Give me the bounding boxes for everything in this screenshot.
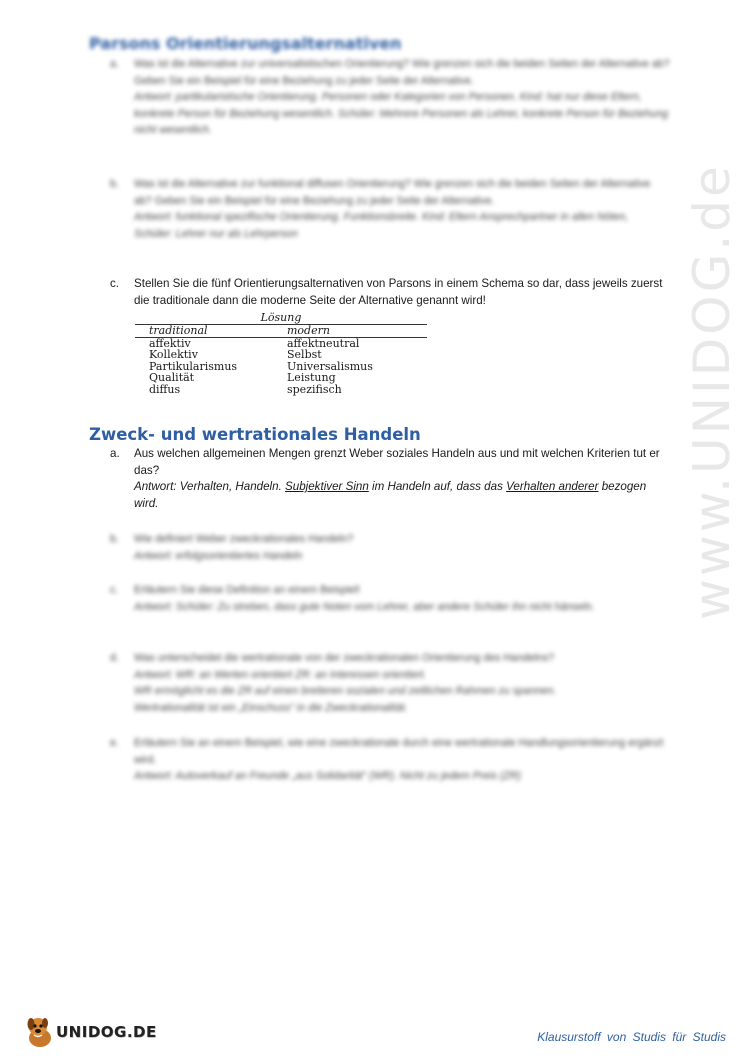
unidog-logo[interactable] — [22, 1014, 157, 1050]
list-marker: e. — [110, 737, 119, 749]
list-marker: b. — [110, 533, 119, 545]
question-text: Was unterscheidet die wertrationale von der zweckrationalen Orientierung des Handelns? — [134, 652, 555, 664]
table-row — [135, 372, 427, 383]
question-weber-b — [110, 531, 670, 564]
watermark: www.UNIDOG.de — [683, 163, 741, 620]
question-text: Erläutern Sie an einem Beispiel, wie eine zweckrationale durch eine wertrationale Handlungsorientierung ergänzt wird. — [134, 737, 664, 766]
answer-text: Antwort: erfolgsorientiertes Handeln — [134, 549, 303, 562]
table-cell: Selbst — [287, 348, 322, 362]
question-parsons-a — [110, 56, 670, 139]
table-cell: Partikularismus — [149, 359, 238, 373]
answer-part: im Handeln auf, dass das — [368, 480, 507, 494]
header-traditional: traditional — [149, 324, 208, 337]
table-title: Lösung — [260, 311, 302, 324]
table-cell: spezifisch — [287, 382, 342, 396]
question-text: Erläutern Sie diese Definition an einem Beispiel! — [134, 584, 361, 596]
question-weber-c — [110, 582, 670, 615]
list-marker: b. — [110, 178, 119, 190]
table-header — [135, 324, 427, 338]
solution-table — [135, 312, 427, 395]
question-weber-a — [110, 446, 670, 512]
answer-text — [134, 479, 670, 512]
table-cell: diffus — [149, 382, 181, 396]
table-cell: Kollektiv — [149, 348, 198, 362]
answer-text: Antwort: funktional spezifische Orientierung. Funktionsbreite. Kind: Eltern Ansprechpartner in allen Nöten, Schüler: Lehrer nur als Lehrperson — [134, 211, 629, 240]
list-marker: c. — [110, 277, 120, 290]
list-marker: a. — [110, 58, 119, 70]
list-marker: a. — [110, 447, 120, 460]
answer-text: WR ermöglicht es die ZR auf einen breiteren sozialen und zeitlichen Rahmen zu spannen. — [134, 685, 557, 698]
answer-text: Antwort: partikularistische Orientierung. Personen oder Kategorien von Personen. Kind: hat nur diese Eltern, konkrete Person für Beziehung wesentlich. Schüler: Mehrere Personen als Lehrer, konkrete Person für Beziehung nicht wesentlich. — [134, 91, 669, 137]
question-parsons-c — [110, 276, 670, 309]
footer-tagline: Klausurstoff von Studis für Studis — [537, 1030, 726, 1044]
question-text: Wie definiert Weber zweckrationales Handeln? — [134, 533, 354, 545]
answer-underlined: Subjektiver Sinn — [285, 480, 369, 494]
list-marker: d. — [110, 652, 119, 664]
question-text: Stellen Sie die fünf Orientierungsalternativen von Parsons in einem Schema so dar, dass jeweils zuerst die traditionale dann die moderne Seite der Alternative genannt wird! — [134, 277, 663, 307]
table-cell: Qualität — [149, 371, 195, 385]
dog-mascot-icon — [22, 1014, 58, 1050]
section-title-parsons: Parsons Orientierungsalternativen — [89, 34, 402, 53]
answer-part: bezogen wird. — [134, 480, 647, 510]
question-text: Was ist die Alternative zur universalistischen Orientierung? Wie grenzen sich die beiden Seiten der Alternative ab? Geben Sie ein Beispiel für eine Beziehung zu jeder Seite der Alternative. — [134, 58, 670, 87]
table-cell: affektneutral — [287, 337, 360, 350]
question-weber-d — [110, 650, 670, 716]
table-row — [135, 384, 427, 395]
answer-text: Antwort: Autoverkauf an Freunde „aus Solidarität“ (WR). Nicht zu jedem Preis (ZR) — [134, 770, 521, 783]
table-cell: Leistung — [287, 371, 336, 385]
answer-underlined: Verhalten anderer — [506, 480, 599, 494]
list-marker: c. — [110, 584, 119, 596]
table-cell: affektiv — [149, 337, 191, 350]
answer-text: Antwort: WR: an Werten orientiert ZR: an Interessen orientiert. — [134, 668, 427, 681]
header-modern: modern — [287, 324, 330, 337]
table-cell: Universalismus — [287, 359, 373, 373]
question-weber-e — [110, 735, 670, 785]
answer-text: Wertrationalität ist ein „Einschuss“ in die Zweckrationalität. — [134, 701, 408, 714]
question-parsons-b — [110, 176, 670, 242]
question-text: Aus welchen allgemeinen Mengen grenzt Weber soziales Handeln aus und mit welchen Kriterien tut er das? — [134, 447, 660, 477]
question-text: Was ist die Alternative zur funktional diffusen Orientierung? Wie grenzen sich die beiden Seiten der Alternative ab? Geben Sie ein Beispiel für eine Beziehung zu jeder Seite der Alternative. — [134, 178, 651, 207]
logo-text: UNIDOG.DE — [56, 1023, 157, 1041]
answer-part: Antwort: Verhalten, Handeln. — [134, 480, 286, 494]
answer-text: Antwort: Schüler: Zu streben, dass gute Noten vom Lehrer, aber andere Schüler ihn nicht hänseln. — [134, 600, 595, 613]
section-title-zweck: Zweck- und wertrationales Handeln — [89, 425, 421, 444]
